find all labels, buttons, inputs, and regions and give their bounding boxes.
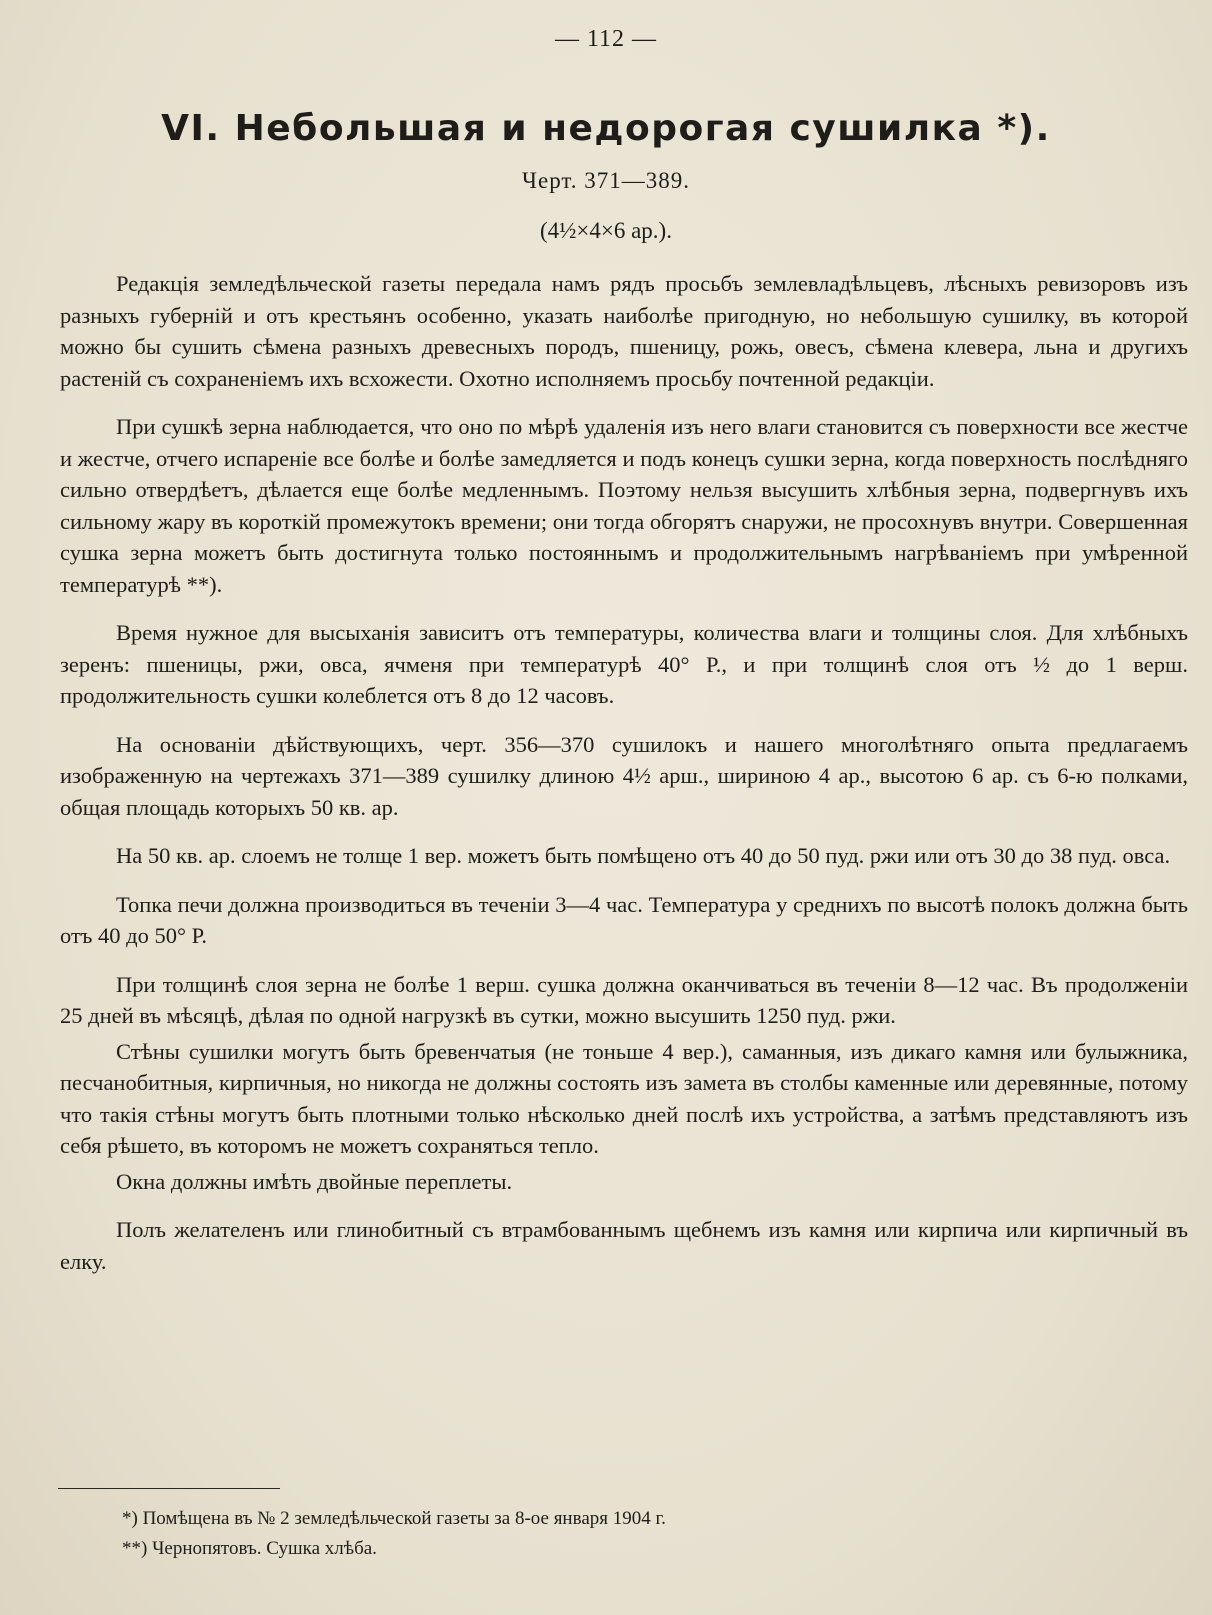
paragraph: Топка печи должна производиться въ теченіи 3—4 час. Температура у среднихъ по высотѣ полокъ должна быть отъ 40 до 50° Р. bbox=[60, 891, 1188, 948]
footnote-divider bbox=[58, 1488, 280, 1489]
paragraph: Окна должны имѣть двойные переплеты. bbox=[116, 1168, 513, 1194]
paragraph: Редакція земледѣльческой газеты передала намъ рядъ просьбъ землевладѣльцевъ, лѣсныхъ ревизоровъ изъ разныхъ губерній и отъ крестьянъ особенно, указать наиболѣе пригодную, но небольшую сушилку, въ которой можно бы сушить сѣмена разныхъ древесныхъ породъ, пшеницу, рожь, овесъ, сѣмена клевера, льна и другихъ растеній съ сохраненіемъ ихъ всхожести. Охотно исполняемъ просьбу почтенной редакціи. bbox=[60, 271, 1188, 391]
paragraph: При сушкѣ зерна наблюдается, что оно по мѣрѣ удаленія изъ него влаги становится съ поверхности все жестче и жестче, отчего испареніе все болѣе и болѣе замедляется и подъ конецъ сушки зерна, когда поверхность послѣдняго сильно отвердѣетъ, дѣлается еще болѣе медленнымъ. Поэтому нельзя высушить хлѣбныя зерна, подвергнувъ ихъ сильному жару въ короткій промежутокъ времени; они тогда обгорятъ снаружи, не просохнувъ внутри. Совершенная сушка зерна можетъ быть достигнута только постояннымъ и продолжительнымъ нагрѣваніемъ при умѣренной температурѣ **). bbox=[60, 414, 1188, 597]
footnote: *) Помѣщена въ № 2 земледѣльческой газеты за 8-ое января 1904 г. bbox=[122, 1508, 666, 1529]
dimensions-line: (4½×4×6 ар.). bbox=[540, 218, 672, 243]
paragraph: На 50 кв. ар. слоемъ не толще 1 вер. можетъ быть помѣщено отъ 40 до 50 пуд. ржи или отъ 30 до 38 пуд. овса. bbox=[116, 843, 1171, 868]
footnote: **) Чернопятовъ. Сушка хлѣба. bbox=[122, 1538, 377, 1559]
chapter-title: VI. Небольшая и недорогая сушилка *). bbox=[161, 108, 1051, 149]
paragraph: На основаніи дѣйствующихъ, черт. 356—370 сушилокъ и нашего многолѣтняго опыта предлагаемъ изображенную на чертежахъ 371—389 сушилку длиною 4½ арш., шириною 4 ар., высотою 6 ар. съ 6-ю полками, общая площадь которыхъ 50 кв. ар. bbox=[60, 731, 1188, 820]
paragraph: Стѣны сушилки могутъ быть бревенчатыя (не тоньше 4 вер.), саманныя, изъ дикаго камня или булыжника, песчанобитныя, кирпичныя, но никогда не должны состоять изъ замета въ столбы каменные или деревянные, потому что такія стѣны могутъ быть плотными только нѣсколько дней послѣ ихъ устройства, а затѣмъ представляютъ изъ себя рѣшето, въ которомъ не можетъ сохраняться тепло. bbox=[60, 1038, 1188, 1158]
footnotes bbox=[122, 1504, 1162, 1564]
drawings-reference: Черт. 371—389. bbox=[522, 168, 690, 193]
body-text bbox=[60, 268, 1188, 1294]
paragraph: При толщинѣ слоя зерна не болѣе 1 верш. сушка должна оканчиваться въ теченіи 8—12 час. Въ продолженіи 25 дней въ мѣсяцѣ, дѣлая по одной нагрузкѣ въ сутки, можно высушить 1250 пуд. ржи. bbox=[60, 971, 1188, 1028]
page-number: — 112 — bbox=[554, 26, 658, 52]
paragraph: Время нужное для высыханія зависитъ отъ температуры, количества влаги и толщины слоя. Для хлѣбныхъ зеренъ: пшеницы, ржи, овса, ячменя при температурѣ 40° Р., и при толщинѣ слоя отъ ½ до 1 верш. продолжительность сушки колеблется отъ 8 до 12 часовъ. bbox=[60, 620, 1188, 708]
paragraph: Полъ желателенъ или глинобитный съ втрамбованнымъ щебнемъ изъ камня или кирпича или кирпичный въ елку. bbox=[60, 1217, 1188, 1274]
